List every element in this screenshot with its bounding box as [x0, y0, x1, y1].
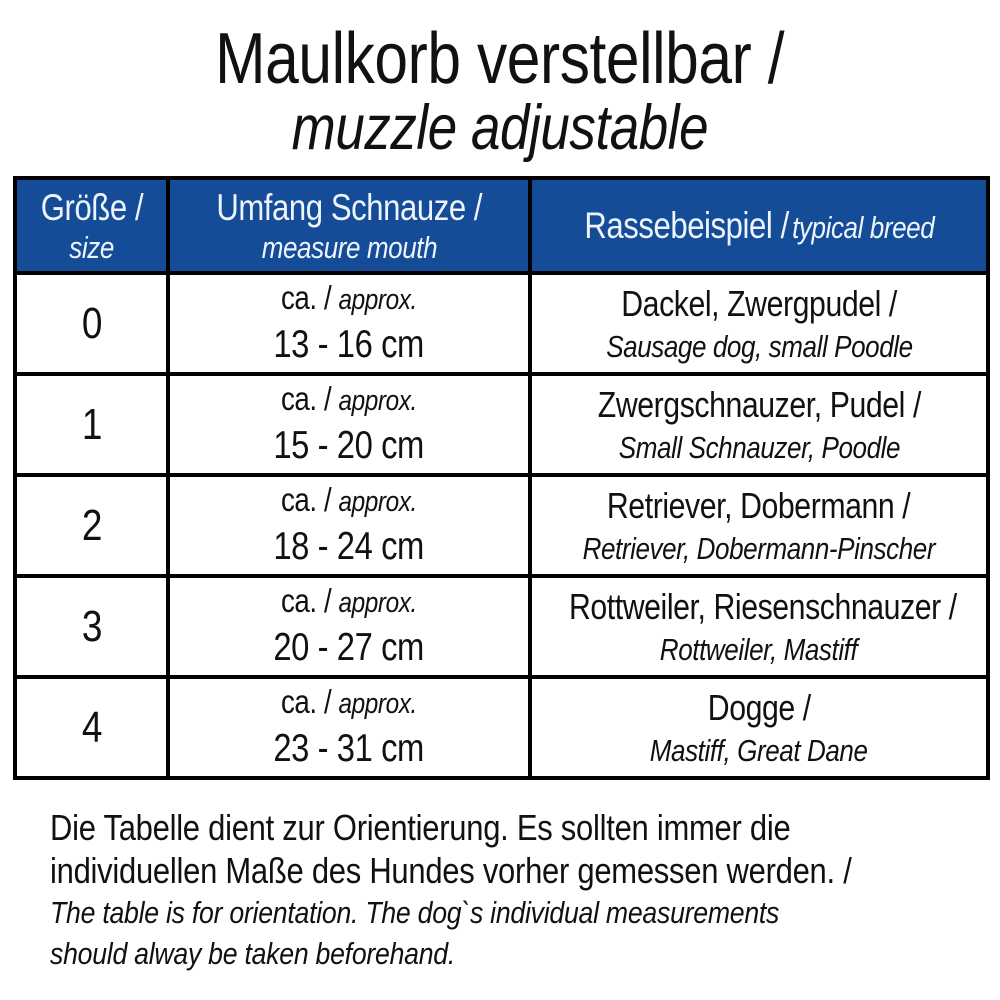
approx-label-english: approx.: [338, 283, 417, 316]
size-value: 0: [81, 298, 102, 348]
table-row: [15, 374, 988, 475]
size-value: 3: [81, 601, 102, 651]
measure-cell: [168, 273, 530, 374]
approx-line: [170, 278, 528, 320]
header-breed-line: [532, 205, 986, 247]
breed-line-english: [532, 731, 986, 771]
breed-line-german: [532, 483, 986, 529]
range-value: 18 - 24 cm: [273, 524, 425, 568]
approx-line: [170, 682, 528, 724]
breed-cell: [530, 475, 988, 576]
disclaimer-english-line-2: should alway be taken beforehand.: [50, 936, 456, 971]
breed-german: Dogge /: [707, 686, 811, 728]
measure-cell: [168, 475, 530, 576]
disclaimer-note: [50, 806, 1000, 974]
header-cell-measure: [168, 178, 530, 273]
range-line: [170, 421, 528, 471]
approx-label-english: approx.: [338, 586, 417, 619]
table-row: [15, 475, 988, 576]
table-body: [15, 273, 988, 778]
size-value-line: [17, 502, 166, 550]
breed-german: Retriever, Dobermann /: [607, 484, 911, 526]
title-text-german: Maulkorb verstellbar /: [215, 19, 785, 99]
range-line: [170, 320, 528, 370]
range-value: 15 - 20 cm: [273, 423, 425, 467]
approx-label-german: ca. /: [281, 480, 332, 518]
range-line: [170, 623, 528, 673]
title-text-english: muzzle adjustable: [291, 93, 709, 163]
breed-line-english: [532, 428, 986, 468]
size-cell: [15, 273, 168, 374]
header-breed-english: typical breed: [791, 209, 934, 245]
size-value-line: [17, 603, 166, 651]
range-value: 23 - 31 cm: [273, 726, 425, 770]
table-row: [15, 677, 988, 778]
breed-cell: [530, 273, 988, 374]
size-value: 4: [81, 702, 102, 752]
header-size-english: size: [69, 229, 114, 265]
size-cell: [15, 576, 168, 677]
approx-label-german: ca. /: [281, 379, 332, 417]
table-header-row: [15, 178, 988, 273]
disclaimer-english-line-1: The table is for orientation. The dog`s individual measurements: [50, 895, 780, 930]
measure-cell: [168, 677, 530, 778]
breed-line-german: [532, 584, 986, 630]
size-value-line: [17, 401, 166, 449]
breed-line-english: [532, 327, 986, 367]
breed-german: Dackel, Zwergpudel /: [621, 282, 897, 324]
range-value: 13 - 16 cm: [273, 322, 425, 366]
measure-cell: [168, 374, 530, 475]
header-cell-breed: [530, 178, 988, 273]
breed-english: Sausage dog, small Poodle: [605, 328, 913, 364]
breed-line-english: [532, 529, 986, 569]
breed-english: Retriever, Dobermann-Pinscher: [582, 530, 936, 566]
page-title-german: [0, 20, 1000, 98]
size-value-line: [17, 704, 166, 752]
size-value: 1: [81, 399, 102, 449]
header-size-german: Größe /: [40, 186, 143, 228]
breed-german: Zwergschnauzer, Pudel /: [597, 383, 921, 425]
table-header: [15, 178, 988, 273]
breed-german: Rottweiler, Riesenschnauzer /: [568, 585, 957, 627]
approx-label-english: approx.: [338, 485, 417, 518]
header-cell-size: [15, 178, 168, 273]
approx-line: [170, 379, 528, 421]
approx-label-english: approx.: [338, 687, 417, 720]
breed-cell: [530, 576, 988, 677]
page-title: [0, 0, 1000, 163]
breed-cell: [530, 677, 988, 778]
table-row: [15, 273, 988, 374]
disclaimer-german-line-1: Die Tabelle dient zur Orientierung. Es sollten immer die: [50, 807, 791, 848]
breed-line-german: [532, 281, 986, 327]
disclaimer-german-line-2: individuellen Maße des Hundes vorher gemessen werden. /: [50, 850, 852, 891]
breed-english: Mastiff, Great Dane: [650, 732, 868, 768]
breed-english: Small Schnauzer, Poodle: [618, 429, 900, 465]
breed-line-german: [532, 382, 986, 428]
approx-label-german: ca. /: [281, 278, 332, 316]
approx-label-english: approx.: [338, 384, 417, 417]
approx-label-german: ca. /: [281, 581, 332, 619]
approx-line: [170, 480, 528, 522]
range-line: [170, 724, 528, 774]
size-cell: [15, 475, 168, 576]
range-value: 20 - 27 cm: [273, 625, 425, 669]
page-title-english: [0, 93, 1000, 163]
muzzle-size-table: [13, 176, 990, 780]
approx-label-german: ca. /: [281, 682, 332, 720]
size-cell: [15, 374, 168, 475]
size-cell: [15, 677, 168, 778]
size-value: 2: [81, 500, 102, 550]
header-measure-german: Umfang Schnauze /: [216, 186, 482, 228]
breed-english: Rottweiler, Mastiff: [660, 631, 858, 667]
breed-cell: [530, 374, 988, 475]
measure-cell: [168, 576, 530, 677]
approx-line: [170, 581, 528, 623]
header-breed-german: Rassebeispiel /: [584, 204, 789, 246]
table-row: [15, 576, 988, 677]
header-measure-english: measure mouth: [261, 229, 437, 265]
breed-line-english: [532, 630, 986, 670]
range-line: [170, 522, 528, 572]
size-value-line: [17, 300, 166, 348]
breed-line-german: [532, 685, 986, 731]
